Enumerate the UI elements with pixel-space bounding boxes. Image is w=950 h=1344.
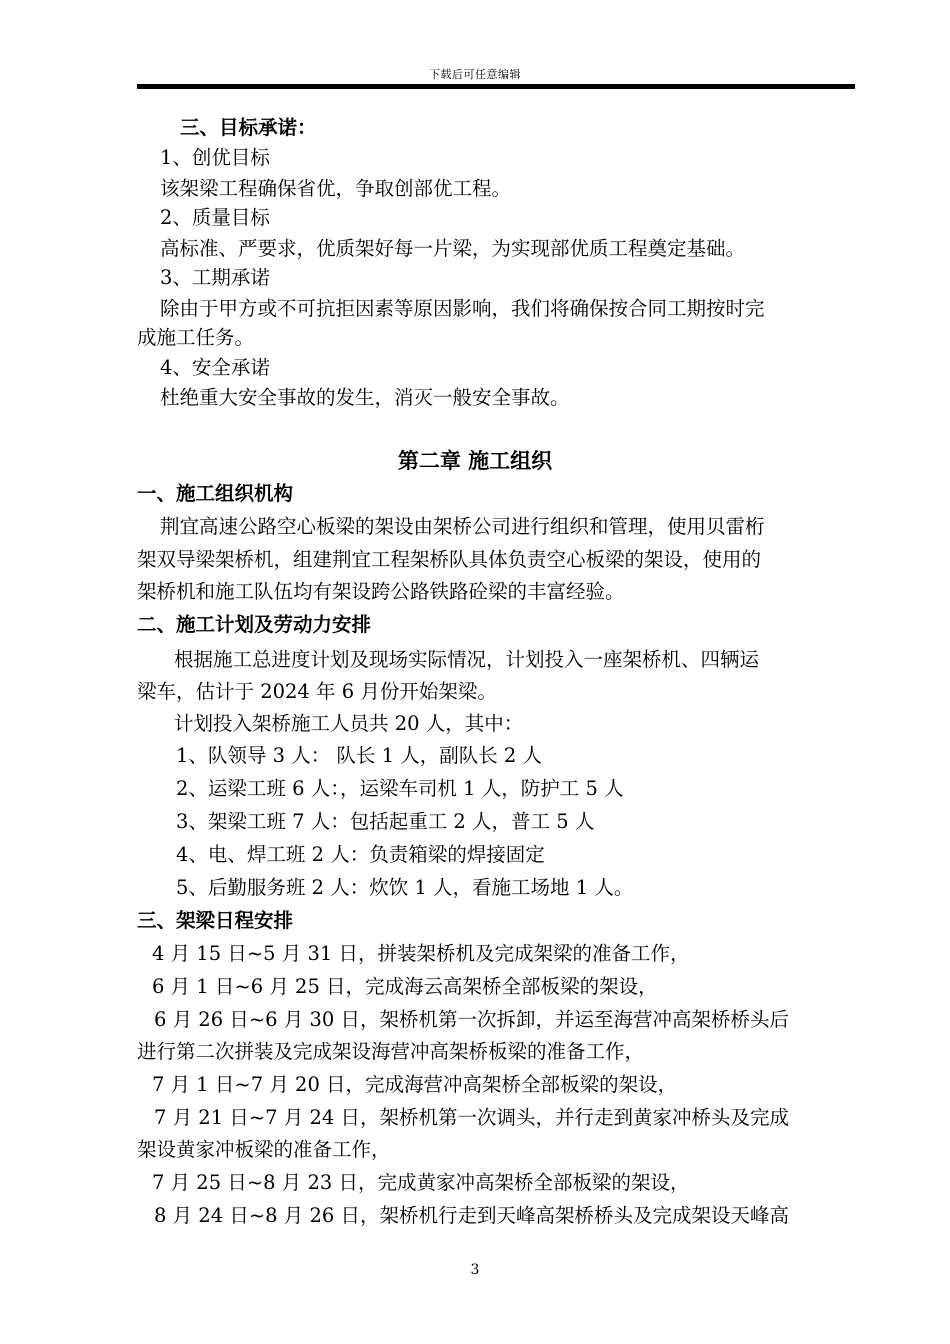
- paragraph-line: 除由于甲方或不可抗拒因素等原因影响，我们将确保按合同工期按时完: [160, 297, 765, 320]
- paragraph-line: 荆宜高速公路空心板梁的架设由架桥公司进行组织和管理，使用贝雷桁: [160, 515, 765, 538]
- schedule-line: 8 月 24 日~8 月 26 日，架桥机行走到天峰高架桥桥头及完成架设天峰高: [154, 1204, 789, 1227]
- header-rule: [137, 84, 855, 89]
- paragraph-line: 1、创优目标: [160, 146, 270, 169]
- schedule-line: 7 月 25 日~8 月 23 日，完成黄家冲高架桥全部板梁的架设，: [152, 1171, 690, 1194]
- schedule-line: 6 月 26 日~6 月 30 日，架桥机第一次拆卸，并运至海营冲高架桥桥头后: [154, 1008, 789, 1031]
- paragraph-line: 4、安全承诺: [160, 356, 270, 379]
- list-item: 5、后勤服务班 2 人：炊饮 1 人，看施工场地 1 人。: [176, 876, 634, 899]
- paragraph-line: 架双导梁架桥机，组建荆宜工程架桥队具体负责空心板梁的架设，使用的: [137, 548, 762, 571]
- paragraph-line: 2、质量目标: [160, 206, 270, 229]
- schedule-line: 6 月 1 日~6 月 25 日，完成海云高架桥全部板梁的架设，: [152, 975, 658, 998]
- paragraph-line: 计划投入架桥施工人员共 20 人，其中：: [174, 712, 524, 735]
- schedule-line: 进行第二次拼装及完成架设海营冲高架桥板梁的准备工作，: [137, 1040, 645, 1063]
- paragraph-line: 杜绝重大安全事故的发生，消灭一般安全事故。: [160, 386, 570, 409]
- paragraph-line: 该架梁工程确保省优，争取创部优工程。: [160, 177, 512, 200]
- section-heading: 一、施工组织机构: [137, 482, 294, 505]
- paragraph-line: 高标准、严要求，优质架好每一片梁，为实现部优质工程奠定基础。: [160, 237, 746, 260]
- paragraph-line: 架桥机和施工队伍均有架设跨公路铁路砼梁的丰富经验。: [137, 580, 625, 603]
- list-item: 1、队领导 3 人： 队长 1 人，副队长 2 人: [176, 744, 543, 767]
- schedule-line: 7 月 21 日~7 月 24 日，架桥机第一次调头，并行走到黄家冲桥头及完成: [154, 1106, 789, 1129]
- page-number: 3: [470, 1262, 480, 1278]
- schedule-line: 架设黄家冲板梁的准备工作，: [137, 1138, 391, 1161]
- paragraph-line: 梁车，估计于 2024 年 6 月份开始架梁。: [137, 680, 497, 703]
- list-item: 4、电、焊工班 2 人：负责箱梁的焊接固定: [176, 843, 545, 866]
- list-item: 3、架梁工班 7 人：包括起重工 2 人，普工 5 人: [176, 810, 595, 833]
- paragraph-line: 3、工期承诺: [160, 266, 270, 289]
- section-heading: 二、施工计划及劳动力安排: [137, 613, 372, 636]
- list-item: 2、运梁工班 6 人：，运梁车司机 1 人，防护工 5 人: [176, 777, 624, 800]
- section-heading: 三、目标承诺：: [180, 116, 317, 139]
- schedule-line: 4 月 15 日~5 月 31 日，拼装架桥机及完成架梁的准备工作，: [152, 942, 690, 965]
- header-text: 下载后可任意编辑: [429, 68, 521, 81]
- paragraph-line: 成施工任务。: [137, 326, 255, 349]
- chapter-title: 第二章 施工组织: [397, 448, 553, 473]
- schedule-line: 7 月 1 日~7 月 20 日，完成海营冲高架桥全部板梁的架设，: [152, 1073, 678, 1096]
- section-heading: 三、架梁日程安排: [137, 909, 294, 932]
- paragraph-line: 根据施工总进度计划及现场实际情况，计划投入一座架桥机、四辆运: [174, 648, 760, 671]
